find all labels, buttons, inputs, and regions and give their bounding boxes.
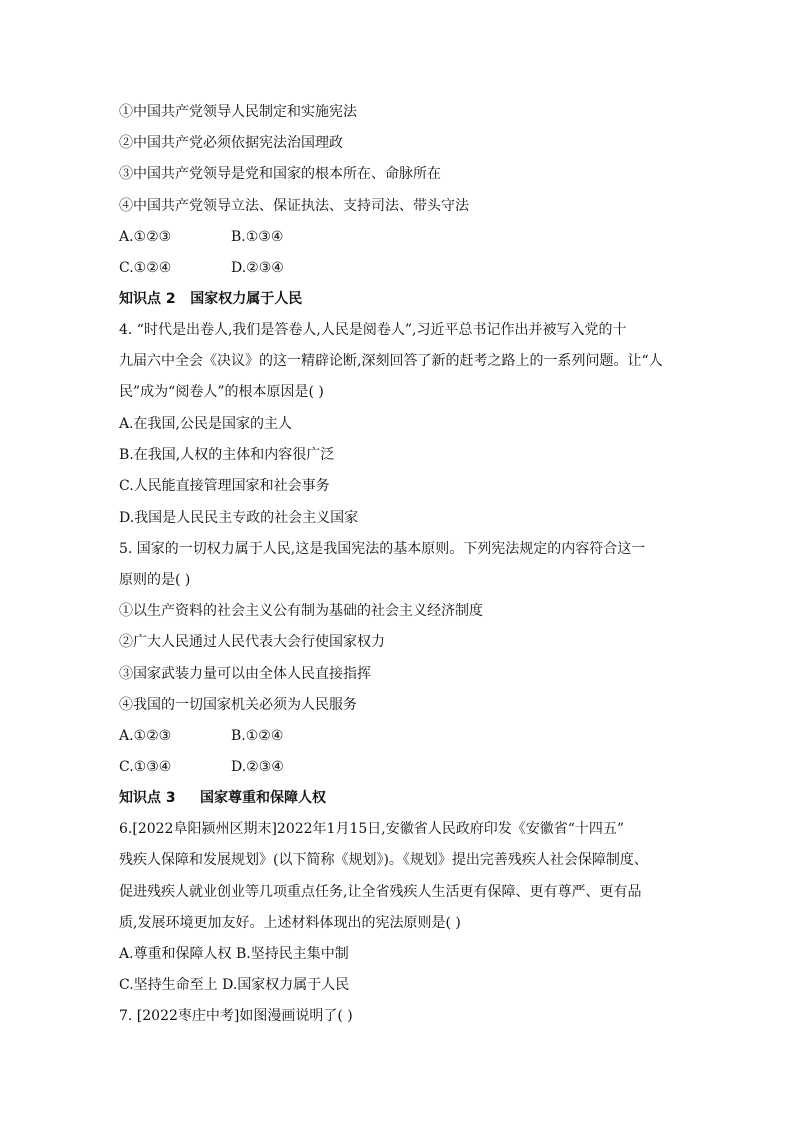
q5-statement-4: ④我国的一切国家机关必须为人民服务	[119, 697, 357, 713]
q3-options-row-2	[119, 260, 679, 276]
q5-option-c[interactable]: C.①③④	[119, 759, 172, 775]
q6-options-row-1[interactable]: A.尊重和保障人权 B.坚持民主集中制	[119, 946, 349, 962]
section-3-title: 国家尊重和保障人权	[200, 790, 326, 806]
q4-stem-line-2: 九届六中全会《决议》的这一精辟论断,深刻回答了新的赶考之路上的一系列问题。让“人	[119, 353, 663, 369]
q3-statement-1: ①中国共产党领导人民制定和实施宪法	[119, 104, 357, 120]
q3-option-c[interactable]: C.①②④	[119, 260, 172, 276]
q3-option-d[interactable]: D.②③④	[231, 260, 284, 276]
q5-stem-line-2: 原则的是( )	[119, 572, 191, 588]
section-2-label: 知识点 2	[119, 291, 176, 307]
q4-option-c[interactable]: C.人民能直接管理国家和社会事务	[119, 478, 330, 494]
q5-statement-1: ①以生产资料的社会主义公有制为基础的社会主义经济制度	[119, 603, 483, 619]
section-2-heading	[119, 291, 679, 307]
q4-stem-line-1: 4. “时代是出卷人,我们是答卷人,人民是阅卷人”,习近平总书记作出并被写入党的十	[119, 322, 627, 338]
section-2-title: 国家权力属于人民	[190, 291, 303, 307]
q4-stem-line-3: 民”成为“阅卷人”的根本原因是( )	[119, 384, 324, 400]
q3-option-b[interactable]: B.①③④	[231, 229, 284, 245]
section-3-label: 知识点 3	[119, 790, 176, 806]
q5-options-row-2	[119, 759, 679, 775]
q3-statement-4: ④中国共产党领导立法、保证执法、支持司法、带头守法	[119, 198, 469, 214]
q6-options-row-2[interactable]: C.坚持生命至上 D.国家权力属于人民	[119, 977, 350, 993]
q3-options-row-1	[119, 229, 679, 245]
q3-option-a[interactable]: A.①②③	[119, 229, 172, 245]
q3-statement-3: ③中国共产党领导是党和国家的根本所在、命脉所在	[119, 166, 441, 182]
q5-option-b[interactable]: B.①②④	[231, 728, 284, 744]
q5-statement-2: ②广大人民通过人民代表大会行使国家权力	[119, 634, 385, 650]
q5-option-d[interactable]: D.②③④	[231, 759, 284, 775]
q4-option-a[interactable]: A.在我国,公民是国家的主人	[119, 416, 293, 432]
q6-stem-line-2: 残疾人保障和发展规划》(以下简称《规划》)。《规划》提出完善残疾人社会保障制度、	[119, 852, 648, 868]
q5-statement-3: ③国家武装力量可以由全体人民直接指挥	[119, 666, 371, 682]
q6-stem-line-4: 质,发展环境更加友好。上述材料体现出的宪法原则是( )	[119, 915, 461, 931]
q5-stem-line-1: 5. 国家的一切权力属于人民,这是我国宪法的基本原则。下列宪法规定的内容符合这一	[119, 541, 646, 557]
q3-statement-2: ②中国共产党必须依据宪法治国理政	[119, 135, 343, 151]
q7-stem-line-1: 7. [2022枣庄中考]如图漫画说明了( )	[119, 1008, 353, 1024]
q5-option-a[interactable]: A.①②③	[119, 728, 172, 744]
q6-stem-line-3: 促进残疾人就业创业等几项重点任务,让全省残疾人生活更有保障、更有尊严、更有品	[119, 884, 642, 900]
q4-option-d[interactable]: D.我国是人民民主专政的社会主义国家	[119, 510, 359, 526]
section-3-heading	[119, 790, 679, 806]
q6-stem-line-1: 6.[2022阜阳颍州区期末]2022年1月15日,安徽省人民政府印发《安徽省“十四五”	[119, 821, 625, 837]
q5-options-row-1	[119, 728, 679, 744]
q4-option-b[interactable]: B.在我国,人权的主体和内容很广泛	[119, 447, 335, 463]
